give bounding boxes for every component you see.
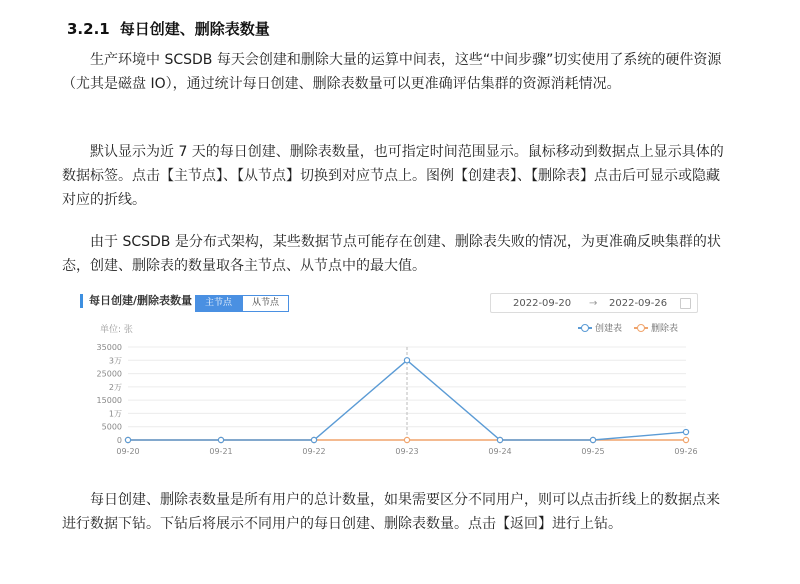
date-start[interactable]: 2022-09-20 [513, 297, 572, 309]
data-point[interactable] [404, 437, 409, 442]
legend-label: 创建表 [595, 324, 623, 334]
data-point[interactable] [218, 437, 223, 442]
line-plot [80, 330, 700, 460]
chart-title: 每日创建/删除表数量 [80, 294, 192, 308]
paragraph-usage: 默认显示为近 7 天的每日创建、删除表数量，也可指定时间范围显示。鼠标移动到数据点上显示具体的数据标签。点击【主节点】、【从节点】切换到对应节点上。图例【创建表】、【删除表】点击后可显示或隐藏对应的折线。 [62, 144, 724, 208]
calendar-icon[interactable] [680, 298, 691, 309]
y-tick-label: 1万 [108, 409, 122, 419]
section-heading [67, 18, 270, 39]
y-tick-label: 25000 [96, 369, 122, 379]
x-tick-label: 09-23 [395, 447, 419, 456]
unit-label: 单位: 张 [100, 325, 133, 335]
data-point[interactable] [311, 437, 316, 442]
y-tick-label: 2万 [108, 382, 122, 392]
y-tick-label: 3万 [108, 356, 122, 366]
data-point[interactable] [683, 429, 688, 434]
data-point[interactable] [404, 358, 409, 363]
table-count-chart-widget [80, 290, 700, 460]
x-tick-label: 09-24 [488, 447, 512, 456]
y-tick-label: 5000 [101, 422, 122, 432]
date-range-arrow-icon: → [589, 297, 598, 309]
tab-secondary-node[interactable]: 从节点 [242, 295, 289, 312]
x-tick-label: 09-20 [116, 447, 140, 456]
data-point[interactable] [683, 437, 688, 442]
data-point[interactable] [125, 437, 130, 442]
data-point[interactable] [590, 437, 595, 442]
section-number: 3.2.1 [67, 20, 110, 38]
x-tick-label: 09-22 [302, 447, 326, 456]
date-end[interactable]: 2022-09-26 [609, 297, 668, 309]
data-point[interactable] [497, 437, 502, 442]
tab-primary-node[interactable]: 主节点 [195, 295, 242, 312]
date-range-picker[interactable] [490, 293, 698, 313]
y-tick-label: 0 [116, 436, 122, 445]
y-tick-label: 35000 [96, 343, 122, 352]
paragraph-intro: 生产环境中 SCSDB 每天会创建和删除大量的运算中间表，这些“中间步骤”切实使用了系统的硬件资源（尤其是磁盘 IO），通过统计每日创建、删除表数量可以更准确评估集群的资源消耗情况。 [62, 52, 722, 92]
x-tick-label: 09-21 [209, 447, 233, 456]
section-title: 每日创建、删除表数量 [119, 20, 270, 38]
paragraph-drilldown: 每日创建、删除表数量是所有用户的总计数量，如果需要区分不同用户，则可以点击折线上的数据点来进行数据下钻。下钻后将展示不同用户的每日创建、删除表数量。点击【返回】进行上钻。 [62, 492, 720, 532]
x-tick-label: 09-25 [581, 447, 605, 456]
y-tick-label: 15000 [96, 396, 122, 406]
paragraph-distributed: 由于 SCSDB 是分布式架构，某些数据节点可能存在创建、删除表失败的情况，为更准确反映集群的状态，创建、删除表的数量取各主节点、从节点中的最大值。 [62, 234, 721, 274]
node-tabs [195, 295, 289, 312]
x-tick-label: 09-26 [674, 447, 698, 456]
legend-label: 删除表 [651, 324, 679, 334]
